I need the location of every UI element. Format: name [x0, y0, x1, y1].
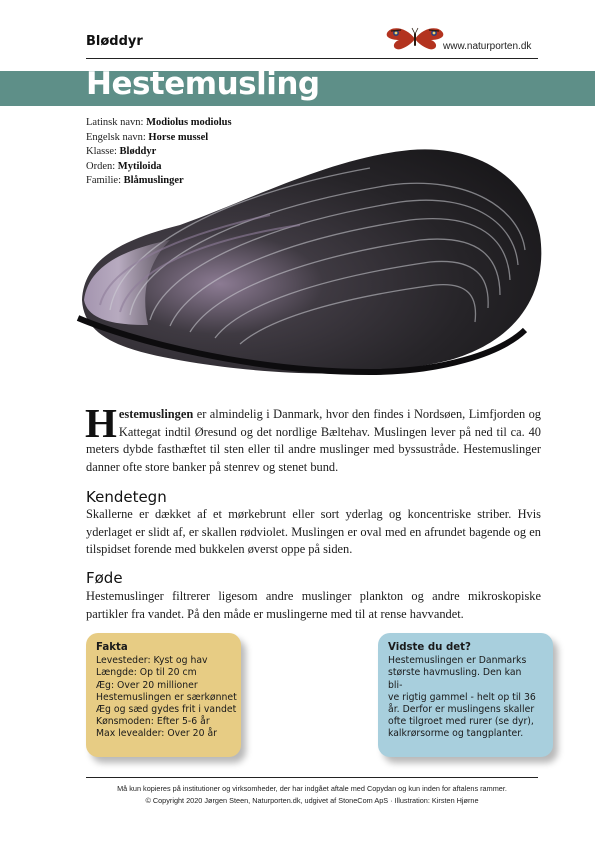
footer-license-text: Må kun kopieres på institutioner og virksomheder, der har indgået aftale med Copydan og kun inden for aftalens rammer. [117, 784, 507, 793]
dropcap: H [85, 400, 117, 446]
taxonomy-value: Bløddyr [119, 146, 157, 157]
fakta-line: Max levealder: Over 20 år [96, 728, 217, 740]
intro-lead: estemuslingen [118, 407, 194, 421]
did-you-know-line: ve rigtig gammel - helt op til 36 [388, 691, 536, 703]
taxonomy-value: Blåmuslinger [123, 175, 184, 186]
section-text-kendetegn: Skallerne er dækket af et mørkebrunt eller sort yderlag og koncentriske striber. Hvis yderlaget er slidt af, er skallen rødviolet. Muslingen er oval med en afrundet bagende og en tilspidset forende med bukkelen øverst oppe på siden. [86, 507, 541, 557]
fakta-line: Hestemuslingen er særkønnet [96, 691, 237, 703]
category-label: Bløddyr [86, 34, 143, 49]
fakta-line: Æg og sæd gydes frit i vandet [96, 704, 237, 716]
butterfly-logo-icon [385, 25, 445, 53]
taxonomy-row [86, 116, 232, 131]
fakta-line: Kønsmoden: Efter 5-6 år [96, 716, 210, 728]
intro-paragraph [85, 400, 541, 477]
footer-copyright-text: © Copyright 2020 Jørgen Steen, Naturporten.dk, udgivet af StoneCom ApS · Illustration: Kirsten Hjørne [145, 796, 479, 805]
taxonomy-label: Familie: [86, 175, 121, 186]
fakta-title: Fakta [96, 642, 128, 653]
taxonomy-label: Engelsk navn: [86, 131, 146, 143]
page-title: Hestemusling [86, 66, 320, 102]
taxonomy-label: Latinsk navn: [86, 117, 144, 128]
section-text-fode: Hestemuslinger filtrerer ligesom andre muslinger plankton og andre mikroskopiske partikler fra vandet. På den måde er muslingerne med til at rense havvandet. [86, 589, 541, 621]
fakta-box [86, 633, 241, 757]
did-you-know-line: år. Derfor er muslingens skaller [388, 704, 535, 716]
taxonomy-label: Orden: [86, 160, 116, 172]
taxonomy-value: Mytiloida [117, 160, 162, 172]
did-you-know-line: ofte tilgroet med rurer (se dyr), [388, 716, 534, 728]
did-you-know-line: Hestemuslingen er Danmarks [388, 655, 527, 667]
fakta-line: Længde: Op til 20 cm [96, 667, 197, 679]
website-link[interactable]: www.naturporten.dk [443, 41, 532, 52]
section-heading-fode: Føde [86, 569, 123, 587]
section-heading-kendetegn: Kendetegn [86, 488, 167, 506]
fakta-line: Æg: Over 20 millioner [96, 679, 198, 691]
intro-text: er almindelig i Danmark, hvor den findes i Nordsøen, Limfjorden og Kattegat indtil Øresund og det nordlige Bæltehav. Muslingen lever på ned til ca. 40 meters dybde fasthæftet til sten eller til andre muslinger med byssustråde. Hestemuslinger danner ofte store banker på stenrev og stenet bund. [86, 407, 541, 475]
mussel-illustration [70, 140, 545, 390]
did-you-know-box [378, 633, 553, 757]
taxonomy-label: Klasse: [86, 146, 117, 157]
footer-divider [86, 777, 538, 778]
taxonomy-value: Horse mussel [148, 131, 209, 143]
did-you-know-line: kalkrørsorme og tangplanter. [388, 728, 524, 740]
did-you-know-line: største havmusling. Den kan bli- [388, 667, 522, 691]
did-you-know-title: Vidste du det? [388, 642, 471, 653]
header-divider [86, 58, 538, 59]
taxonomy-value: Modiolus modiolus [146, 117, 232, 128]
fakta-line: Levesteder: Kyst og hav [96, 655, 208, 667]
